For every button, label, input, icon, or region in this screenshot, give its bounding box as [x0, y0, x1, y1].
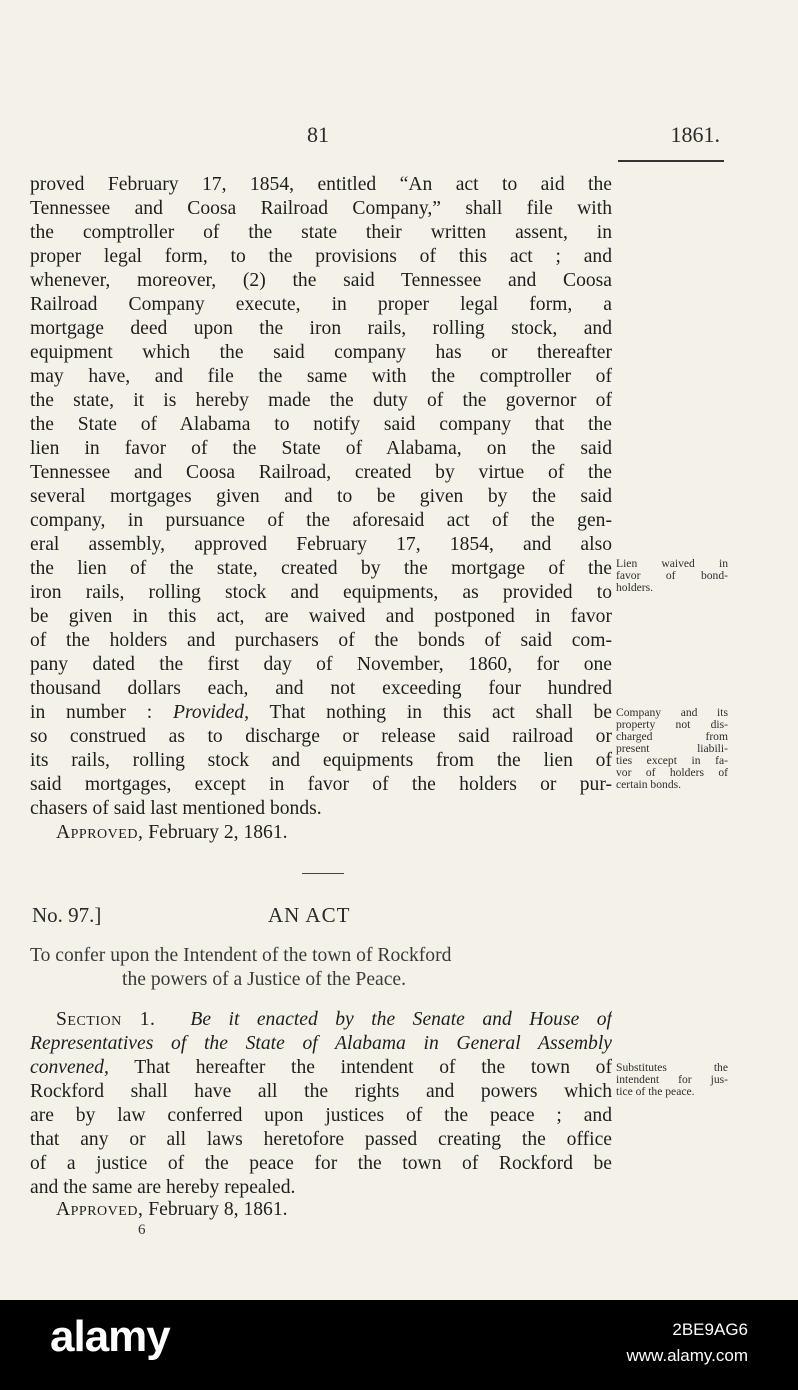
approved-label: Approved, [56, 822, 144, 843]
body-line: iron rails, rolling stock and equipments, as provided to [30, 582, 612, 603]
section-label: Section 1. [56, 1009, 156, 1030]
proviso-word: Provided, [172, 702, 249, 723]
footer-url: www.alamy.com [626, 1346, 748, 1365]
image-id: 2BE9AG6 [672, 1320, 748, 1339]
body-line: of the holders and purchasers of the bonds of said com- [30, 630, 612, 651]
section-line [56, 1008, 612, 1032]
act-body-line: of a justice of the peace for the town of Rockford be [30, 1153, 612, 1174]
body-line: the comptroller of the state their written assent, in [30, 222, 612, 243]
act-body-line: Rockford shall have all the rights and powers which [30, 1081, 612, 1102]
body-line: said mortgages, except in favor of the holders or pur- [30, 774, 612, 795]
body-line: eral assembly, approved February 17, 1854, and also [30, 534, 612, 555]
margin-note-lien-waived: Lien waived in favor of bond- holders. [616, 557, 728, 594]
act-title-line: To confer upon the Intendent of the town of Rockford [30, 945, 452, 966]
enacting-clause: Be it enacted by the Senate and House of [190, 1009, 612, 1030]
act-number: No. 97.] [32, 903, 102, 927]
margin-note-company-property: Company and its property not dis- charged from present liabili- ties except in fa- vor of holders of certain bonds. [616, 706, 728, 791]
margin-note-substitutes: Substitutes the intendent for jus- tice of the peace. [616, 1061, 728, 1098]
body-line: whenever, moreover, (2) the said Tennessee and Coosa [30, 270, 612, 291]
header-rule [618, 160, 724, 162]
body-line: company, in pursuance of the aforesaid act of the gen- [30, 510, 612, 531]
body-line: the lien of the state, created by the mortgage of the [30, 558, 612, 579]
act-body-line: are by law conferred upon justices of the peace ; and [30, 1105, 612, 1126]
proviso-post: That nothing in this act shall be [248, 702, 612, 723]
body-line: proper legal form, to the provisions of this act ; and [30, 246, 612, 267]
alamy-logo: alamy [50, 1312, 170, 1361]
body-line: the State of Alabama to notify said company that the [30, 414, 612, 435]
act-body-line: and the same are hereby repealed. [30, 1177, 296, 1198]
proviso-line [30, 701, 612, 725]
body-line: Tennessee and Coosa Railroad, created by virtue of the [30, 462, 612, 483]
section-divider [302, 873, 344, 874]
body-line: its rails, rolling stock and equipments from the lien of [30, 750, 612, 771]
enacting-clause-line: Representatives of the State of Alabama in General Assembly [30, 1033, 612, 1054]
body-line: mortgage deed upon the iron rails, rolling stock, and [30, 318, 612, 339]
body-line: equipment which the said company has or thereafter [30, 342, 612, 363]
enacting-convened: convened, [30, 1057, 109, 1078]
body-line: lien in favor of the State of Alabama, on the said [30, 438, 612, 459]
act-heading: AN ACT [268, 903, 351, 927]
approved-date: February 2, 1861. [143, 822, 288, 843]
body-line: thousand dollars each, and not exceeding four hundred [30, 678, 612, 699]
body-line: several mortgages given and to be given by the said [30, 486, 612, 507]
act-approved-label: Approved, [56, 1199, 144, 1220]
act-body-line [30, 1056, 612, 1080]
act-body-line: that any or all laws heretofore passed creating the office [30, 1129, 612, 1150]
approval-line [56, 821, 612, 845]
act-approved-date: February 8, 1861. [143, 1199, 288, 1220]
page-year: 1861. [670, 122, 720, 147]
proviso-pre: in number : [30, 702, 173, 723]
body-line: proved February 17, 1854, entitled “An act to aid the [30, 174, 612, 195]
body-line: pany dated the first day of November, 1860, for one [30, 654, 612, 675]
sheet-signature: 6 [138, 1222, 146, 1238]
body-line: be given in this act, are waived and postponed in favor [30, 606, 612, 627]
body-line: Tennessee and Coosa Railroad Company,” shall file with [30, 198, 612, 219]
act-title-line: the powers of a Justice of the Peace. [122, 969, 407, 990]
body-line: the state, it is hereby made the duty of the governor of [30, 390, 612, 411]
body-line: chasers of said last mentioned bonds. [30, 798, 322, 819]
body-line: Railroad Company execute, in proper legal form, a [30, 294, 612, 315]
page-number: 81 [307, 122, 329, 147]
act-approval-line [56, 1198, 612, 1222]
body-line: so construed as to discharge or release said railroad or [30, 726, 612, 747]
body-line: may have, and file the same with the comptroller of [30, 366, 612, 387]
act-body-rest: That hereafter the intendent of the town of [108, 1057, 612, 1078]
